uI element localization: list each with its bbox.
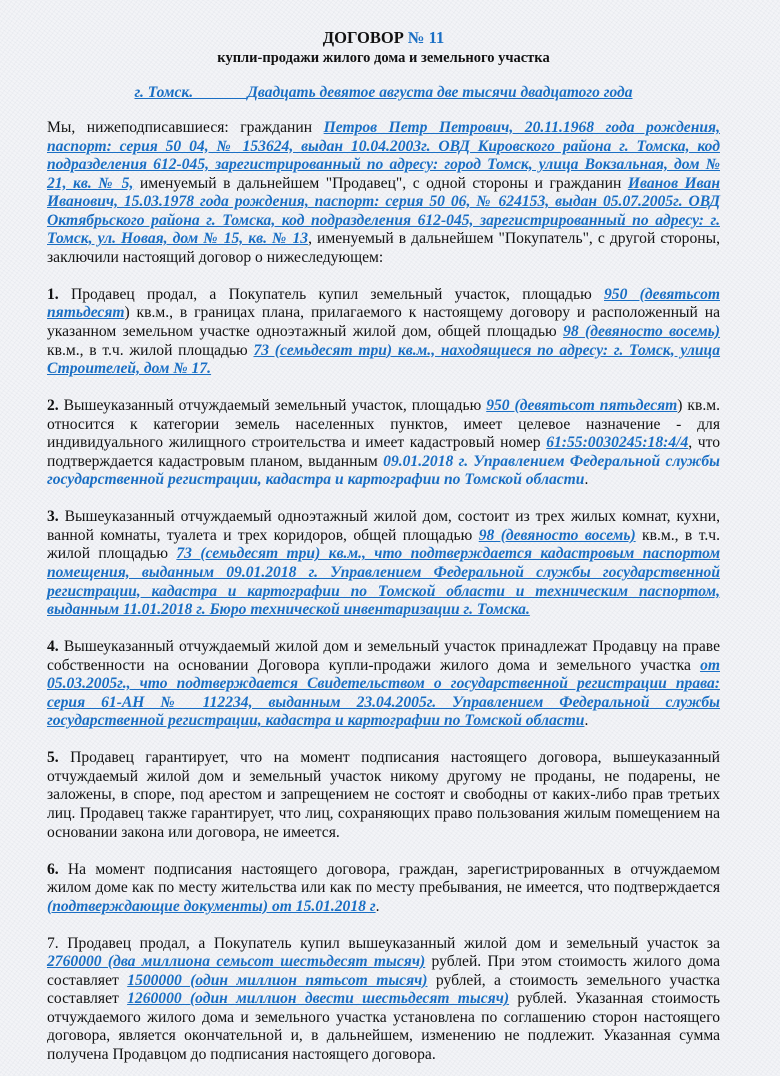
clause-text: ) кв.м., в границах плана, прилагаемого к настоящему договору и расположенный на указанном земельном участке одноэтажный жилой дом, общей площадью bbox=[47, 304, 720, 340]
clause-text: ) кв.м. относится к категории земель населенных пунктов, имеет целевое назначение - для индивидуального жилищного строительства и имеет кадастровый номер bbox=[47, 397, 721, 452]
clause-text: Продавец гарантирует, что на момент подписания настоящего договора, вышеуказанный отчуждаемый жилой дом и земельный участок никому другому не проданы, не подарены, не заложены, в споре, под арестом и запрещением не состоят и свободны от каких-либо прав третьих лиц. Продавец также гарантирует, что лиц, сохраняющих право пользования жилым помещением на основании закона или договора, не имеется. bbox=[47, 749, 720, 841]
filled-field[interactable]: Петров Петр Петрович, 20.11.1968 года рождения, паспорт: серия 50 04, № 153624, выдан 10.04.2003г. ОВД Кировского района г. Томска, код подразделения 612-045, зарегистрированный по адресу: город Томск, улица Вокзальная, дом № 21, кв. № 5, bbox=[47, 119, 720, 192]
clause-text: Продавец продал, а Покупатель купил земельный участок, площадью bbox=[58, 285, 604, 303]
clause-text: кв.м., в т.ч. жилой площадью bbox=[47, 341, 254, 359]
clause-2 bbox=[47, 397, 720, 490]
clause-number: 1. bbox=[47, 285, 59, 303]
filled-field[interactable]: 98 (девяносто восемь) bbox=[478, 526, 636, 544]
clause-number: 7. bbox=[47, 934, 59, 952]
filled-field[interactable]: 73 (семьдесят три) кв.м., что подтверждается кадастровым паспортом помещения, выданным 09.01.2018 г. Управлением Федеральной службы государственной регистрации, кадастра и картографии по Томской области и техническим паспортом, выданным 11.01.2018 г. Бюро технической инвентаризации г. Томска. bbox=[47, 545, 720, 619]
clause-text: рублей. Указанная стоимость отчуждаемого жилого дома и земельного участка установлена по соглашению сторон настоящего договора, является окончательной и, в дальнейшем, изменению не подлежит. Указанная сумма получена Продавцом до подписания настоящего договора. bbox=[47, 990, 720, 1064]
clause-text: кв.м., в т.ч. жилой площадью bbox=[47, 526, 720, 563]
clause-preamble bbox=[47, 119, 720, 267]
title-label: ДОГОВОР bbox=[322, 28, 404, 47]
filled-field[interactable]: Иванов Иван Иванович, 15.03.1978 года рождения, паспорт: серия 50 06, № 624153, выдан 05.07.2005г. ОВД Октябрьского района г. Томска, код подразделения 612-045, зарегистрированный по адресу: г. Томск, ул. Новая, дом № 15, кв. № 13 bbox=[47, 174, 720, 248]
clause-text: Вышеуказанный отчуждаемый жилой дом и земельный участок принадлежат Продавцу на праве собственности на основании Договора купли-продажи жилого дома и земельного участка bbox=[47, 638, 720, 674]
filled-field[interactable]: 61:55:0030245:18:4/4 bbox=[546, 434, 689, 452]
clause-text: , именуемый в дальнейшем "Покупатель", с другой стороны, заключили настоящий договор о нижеследующем: bbox=[47, 230, 720, 266]
clause-text: На момент подписания настоящего договора, граждан, зарегистрированных в отчуждаемом жилом доме как по месту жительства или как по месту пребывания, не имеется, что подтверждается bbox=[47, 860, 720, 897]
clause-6 bbox=[47, 861, 720, 917]
document-title bbox=[47, 28, 720, 48]
clause-3 bbox=[47, 508, 720, 619]
filled-field[interactable]: 1260000 (один миллион двести шестьдесят тысяч) bbox=[127, 990, 510, 1008]
filled-field[interactable]: от 05.03.2005г., что подтверждается Свидетельством о государственной регистрации права: серия 61-АН № 112234, выданным 23.04.2005г. Управлением Федеральной службы государственной регистрации, кадастра и картографии по Томской области bbox=[47, 656, 720, 730]
clause-1 bbox=[47, 286, 720, 379]
filled-field[interactable]: 1500000 (один миллион пятьсот тысяч) bbox=[127, 971, 428, 989]
clause-text: рублей. При этом стоимость жилого дома составляет bbox=[47, 953, 720, 989]
filled-field[interactable]: (подтверждающие документы) от 15.01.2018 г bbox=[47, 897, 376, 915]
clause-7 bbox=[47, 935, 720, 1065]
clause-text: именуемый в дальнейшем "Продавец", с одной стороны и гражданин bbox=[133, 174, 628, 192]
filled-field[interactable]: 950 (девятьсот пятьдесят bbox=[47, 285, 720, 322]
clause-number: 3. bbox=[47, 508, 59, 526]
contract-document bbox=[47, 28, 720, 1065]
clause-text: . bbox=[584, 712, 589, 730]
filled-field[interactable]: 73 (семьдесят три) кв.м., находящиеся по адресу: г. Томск, улица Строителей, дом № 17. bbox=[47, 341, 721, 378]
clause-text: Мы, нижеподписавшиеся: гражданин bbox=[47, 119, 324, 136]
clause-text: Вышеуказанный отчуждаемый земельный участок, площадью bbox=[58, 397, 487, 415]
filled-field[interactable]: 2760000 (два миллиона семьсот шестьдесят тысяч) bbox=[47, 953, 426, 971]
highlighted-text: 09.01.2018 г. Управлением Федеральной службы государственной регистрации, кадастра и картографии по Томской области bbox=[47, 452, 720, 489]
document-subtitle: купли-продажи жилого дома и земельного участка bbox=[217, 50, 550, 66]
clause-number: 6. bbox=[47, 860, 59, 878]
clause-text: рублей, а стоимость земельного участка составляет bbox=[47, 971, 720, 1008]
contract-body bbox=[47, 119, 720, 1065]
clause-text: Продавец продал, а Покупатель купил вышеуказанный жилой дом и земельный участок за bbox=[58, 934, 720, 952]
city-field[interactable]: г. Томск. bbox=[134, 84, 248, 101]
clause-4 bbox=[47, 638, 720, 731]
clause-text: . bbox=[375, 897, 380, 915]
clause-text: , что подтверждается кадастровым планом, выданным bbox=[47, 434, 721, 470]
clause-number: 2. bbox=[47, 397, 59, 415]
date-field[interactable]: Двадцать девятое августа две тысячи двадцатого года bbox=[247, 84, 633, 101]
filled-field[interactable]: 950 (девятьсот пятьдесят bbox=[486, 397, 678, 415]
clause-5 bbox=[47, 749, 720, 842]
filled-field[interactable]: 98 (девяносто восемь) bbox=[563, 322, 720, 340]
clause-text: . bbox=[584, 471, 589, 489]
place-and-date bbox=[47, 84, 720, 102]
contract-number: № 11 bbox=[407, 28, 445, 47]
clause-text: Вышеуказанный отчуждаемый одноэтажный жилой дом, состоит из трех жилых комнат, кухни, ванной комнаты, туалета и трех коридоров, общей площадью bbox=[47, 508, 720, 544]
clause-number: 4. bbox=[47, 638, 59, 656]
clause-number: 5. bbox=[47, 749, 59, 767]
